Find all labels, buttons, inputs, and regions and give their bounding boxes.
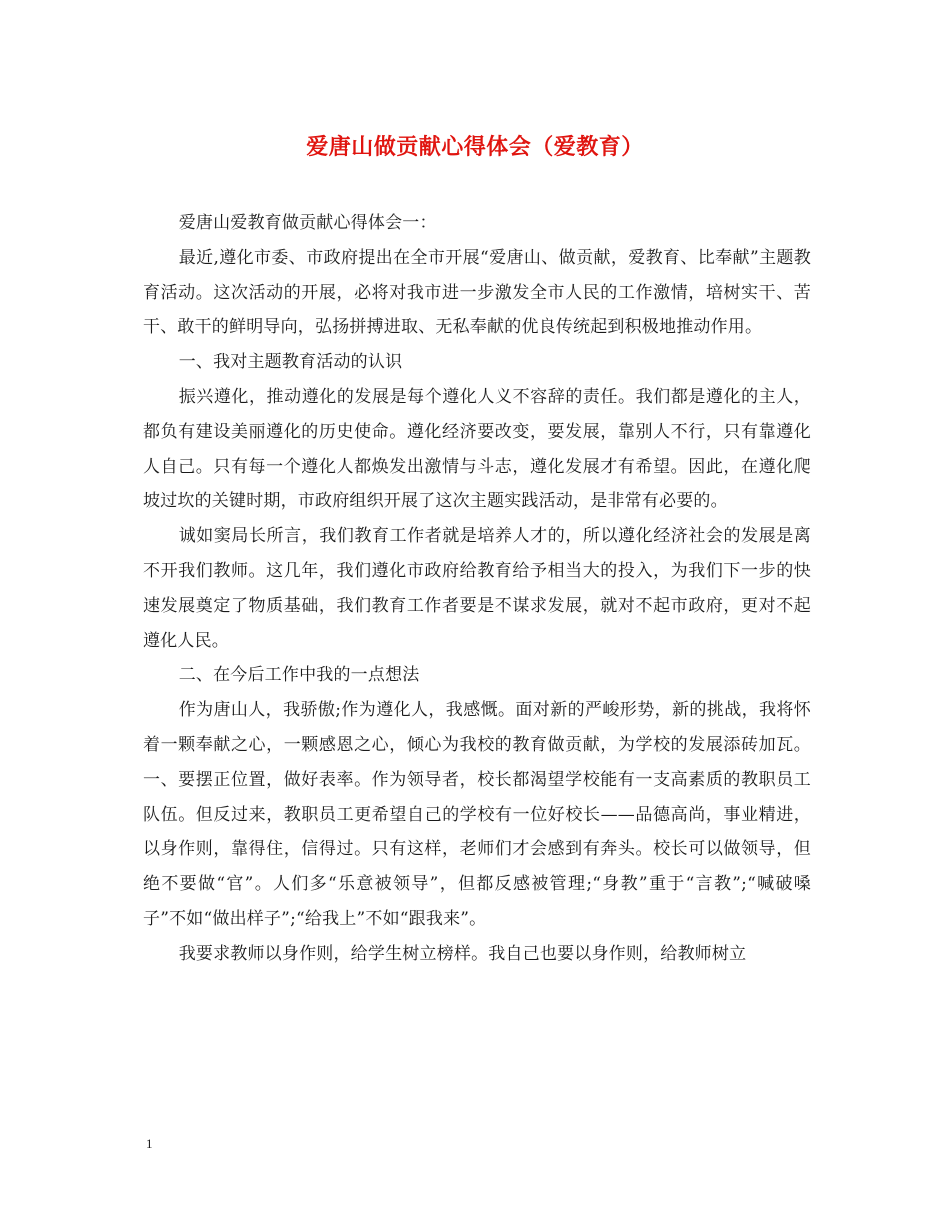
document-title: 爱唐山做贡献心得体会（爱教育） [306, 134, 644, 160]
section-heading-1: 一、我对主题教育活动的认识 [178, 352, 403, 373]
document-body [143, 206, 811, 972]
page-number: 1 [146, 1136, 153, 1151]
paragraph-intro: 爱唐山爱教育做贡献心得体会一： [178, 213, 437, 233]
section-heading-2: 二、在今后工作中我的一点想法 [178, 665, 420, 686]
paragraph: 诚如窦局长所言，我们教育工作者就是培养人才的，所以遵化经济社会的发展是离不开我们教师。这几年，我们遵化市政府给教育给予相当大的投入，为我们下一步的快速发展奠定了物质基础，我们教育工作者要是不谋求发展，就对不起市政府，更对不起遵化人民。 [143, 526, 811, 651]
paragraph: 振兴遵化，推动遵化的发展是每个遵化人义不容辞的责任。我们都是遵化的主人，都负有建设美丽遵化的历史使命。遵化经济要改变，要发展，靠别人不行，只有靠遵化人自己。只有每一个遵化人都焕发出激情与斗志，遵化发展才有希望。因此，在遵化爬坡过坎的关键时期，市政府组织开展了这次主题实践活动，是非常有必要的。 [143, 386, 811, 512]
paragraph: 作为唐山人，我骄傲;作为遵化人，我感慨。面对新的严峻形势，新的挑战，我将怀着一颗奉献之心，一颗感恩之心，倾心为我校的教育做贡献，为学校的发展添砖加瓦。 一、要摆正位置，做好表率。作为领导者，校长都渴望学校能有一支高素质的教职员工队伍。但反过来，教职员工更希望自己的学校有一位好校长——品德高尚，事业精进，以身作则，靠得住，信得过。只有这样，老师们才会感到有奔头。校长可以做领导，但绝不要做“官”。人们多“乐意被领导”，但都反感被管理;“身教”重于“言教”;“喊破嗓子”不如“做出样子”;“给我上”不如“跟我来”。 [143, 700, 811, 929]
paragraph: 我要求教师以身作则，给学生树立榜样。我自己也要以身作则，给教师树立 [178, 943, 747, 964]
paragraph: 最近,遵化市委、市政府提出在全市开展“爱唐山、做贡献，爱教育、比奉献”主题教育活动。这次活动的开展，必将对我市进一步激发全市人民的工作激情，培树实干、苦干、敢干的鲜明导向，弘扬拼搏进取、无私奉献的优良传统起到积极地推动作用。 [143, 247, 811, 338]
